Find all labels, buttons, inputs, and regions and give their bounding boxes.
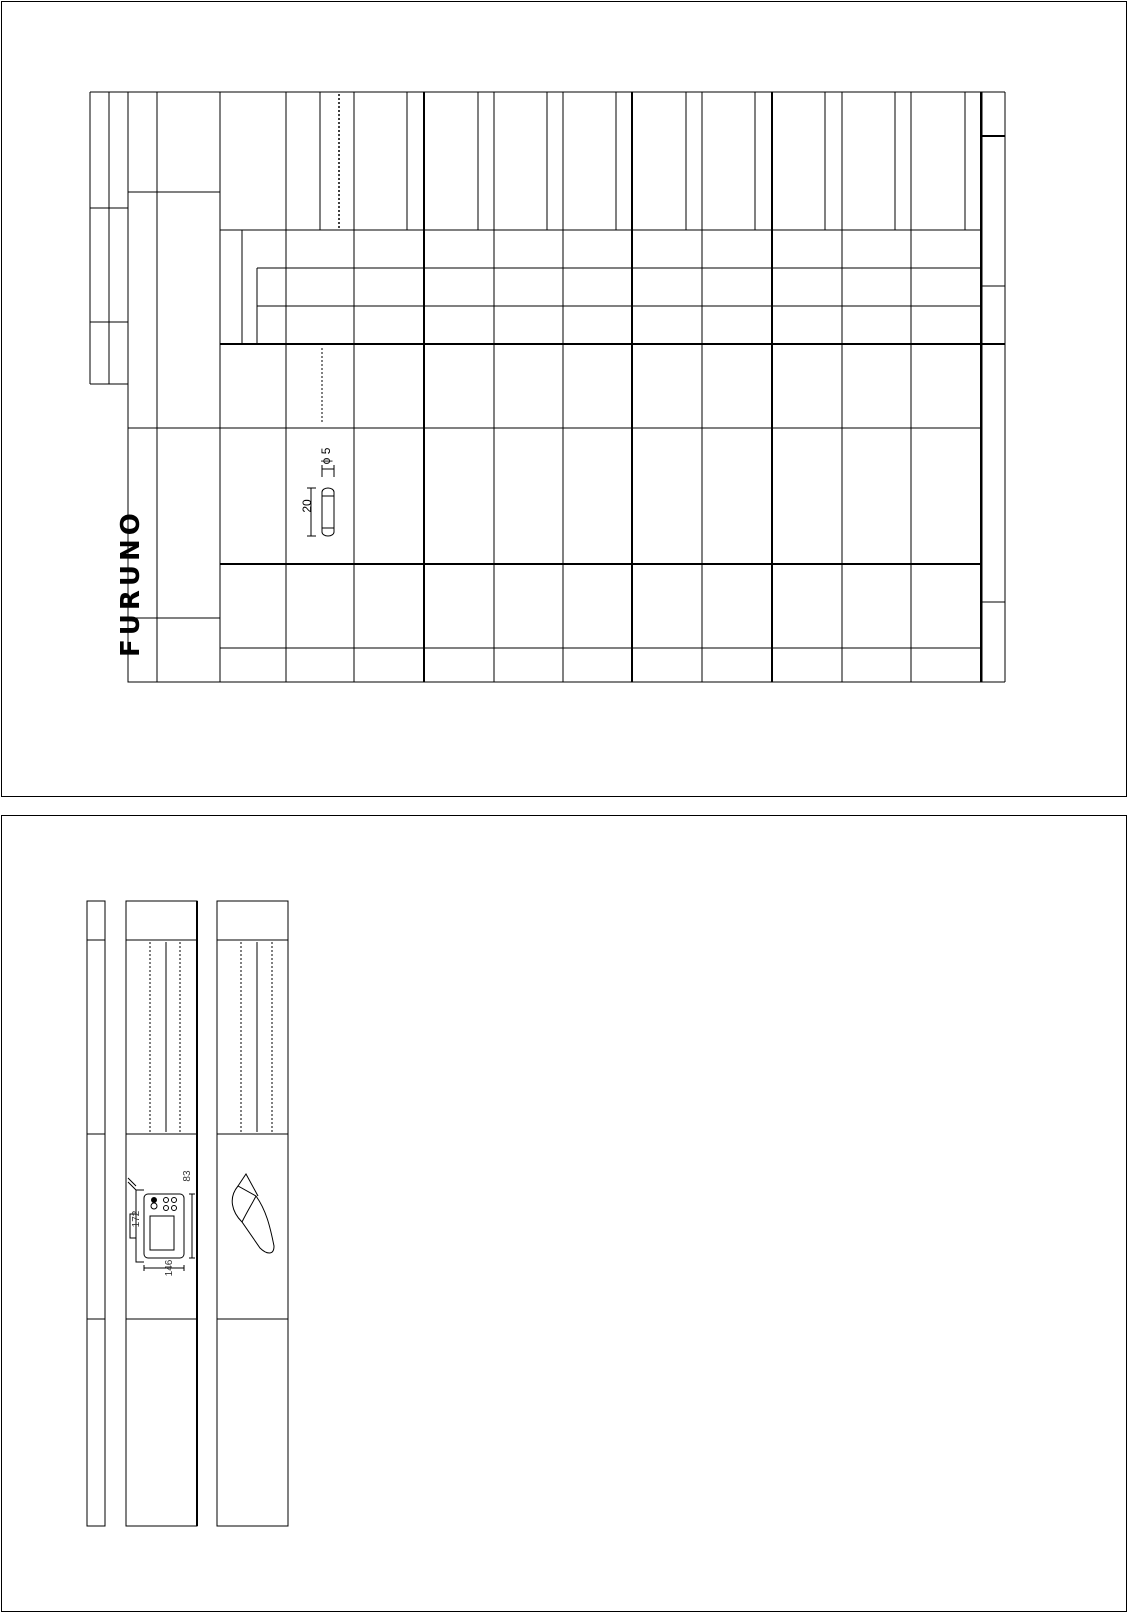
- table-outline: [128, 92, 982, 682]
- table-header-strip-2: [87, 901, 105, 1526]
- unit-depth-label: 83: [182, 1170, 193, 1182]
- table-header-strip: [90, 92, 128, 384]
- furuno-logo: FURUNO: [116, 509, 146, 657]
- fuse-length-label: 20: [300, 499, 314, 513]
- packing-list-table-2: [2, 816, 1128, 1613]
- column-dividers: [157, 92, 981, 682]
- item-column-cover: [217, 901, 288, 1526]
- unit-width-label: 146: [164, 1259, 175, 1277]
- packing-list-sheet-1: [1, 1, 1127, 797]
- right-edge-column: [981, 92, 1005, 682]
- cover-bag-drawing-icon: [232, 1174, 274, 1253]
- fuse-diameter-label: ϕ 5: [319, 447, 333, 465]
- sub-column-lines: [320, 92, 965, 424]
- packing-list-sheet-2: [1, 815, 1127, 1612]
- row-separators: [128, 192, 1005, 648]
- packing-list-table: [2, 2, 1128, 798]
- unit-height-label: 172: [131, 1210, 142, 1228]
